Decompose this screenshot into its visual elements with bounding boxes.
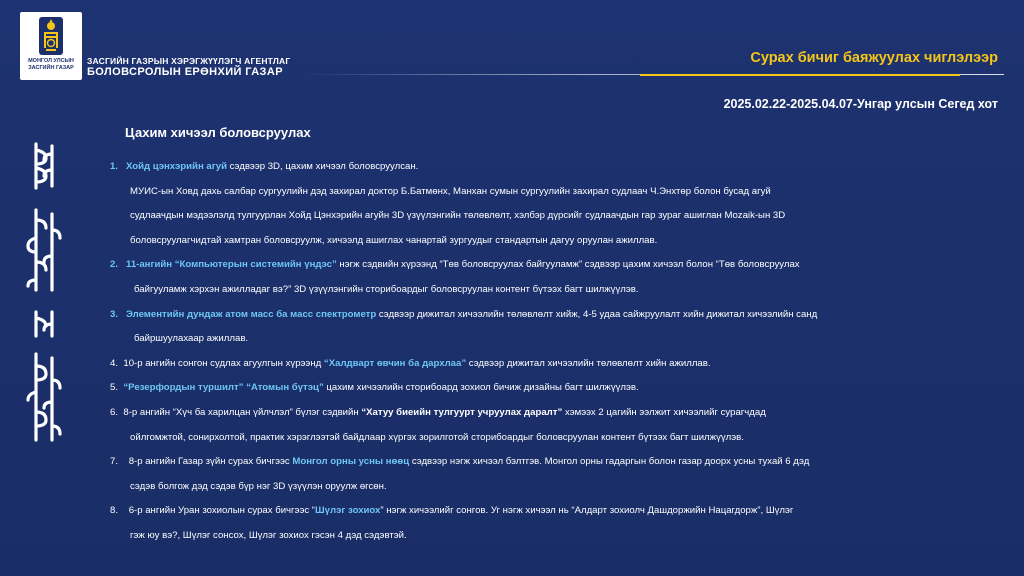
item-text: цахим хичээлийн сторибоард зохиол бичиж дизайны багт шилжүүлэв. — [323, 382, 639, 394]
item-text: 8-р ангийн Газар зүйн сурах бичгээс — [128, 456, 293, 468]
item-number: 8. — [110, 505, 119, 517]
item-number: 3. — [110, 308, 119, 320]
mongolian-script-decoration — [18, 140, 68, 460]
item-highlight: Элементийн дундаж атом масс ба масс спектрометр — [126, 308, 377, 320]
item-number: 4. — [110, 357, 119, 369]
list-item-1-line4: боловсруулагчидтай хамтран боловсруулж, хичээлд ашиглах чанартай зургуудыг стандартын дагуу оруулан ажиллав. — [130, 234, 658, 246]
list-item-1-line3: судлаачдын мэдээлэлд тулгуурлан Хойд Цэнхэрийн агуйн 3D үзүүлэнгийн төлөвлөлт, хэлбэр дүрсийг судлаачдын гар зураг ашиглан Mozaik-ын 3D — [130, 210, 786, 222]
item-text: 6-р ангийн Уран зохиолын сурах бичгээс “ — [128, 505, 316, 517]
agency-name-line2: БОЛОВСРОЛЫН ЕРӨНХИЙ ГАЗАР — [87, 66, 283, 78]
list-item-1-line2: МУИС-ын Ховд дахь салбар сургуулийн дэд захирал доктор Б.Батмөнх, Манхан сумын сургуулийн захирал судлаач Ч.Энхтөр болон бусад агуй — [130, 185, 771, 197]
list-item-3-line2: байршуулахаар ажиллав. — [134, 333, 249, 345]
item-highlight: “Халдварт өвчин ба дархлаа” — [323, 357, 467, 369]
date-location: 2025.02.22-2025.04.07-Унгар улсын Сегед хот — [723, 97, 998, 111]
item-number: 1. — [110, 161, 119, 172]
government-logo — [20, 12, 82, 80]
list-item-6 — [110, 401, 990, 426]
item-bold: “Хатуу биеийн тулгуурт учруулах даралт” — [361, 406, 563, 418]
item-highlight: Шүлэг зохиох — [315, 505, 381, 517]
logo-text-line2: ЗАСГИЙН ГАЗАР — [28, 65, 74, 71]
item-text: сэдвээр дижитал хичээлийн төлөвлөлт хийж, 4-5 удаа сайжруулалт хийн дижитал хичээлийн санд — [376, 308, 818, 320]
item-highlight: Монгол орны усны нөөц — [292, 456, 410, 468]
item-text: сэдвээр дижитал хичээлийн төлөвлөлт хийн ажиллав. — [466, 357, 711, 369]
list-item-3 — [110, 303, 990, 328]
item-text: 8-р ангийн “Хүч ба харилцан үйлчлэл” бүлэг сэдвийн — [123, 406, 362, 418]
list-item-8-line2: гэж юу вэ?, Шүлэг сонсох, Шүлэг зохиох гэсэн 4 дэд сэдэвтэй. — [130, 529, 407, 541]
list-item-2-line2: байгууламж хэрхэн ажилладаг вэ?” 3D үзүүлэнгийн сторибоардыг боловсруулан контент бүтээх багт шилжүүлэв. — [134, 283, 639, 295]
header-title: Сурах бичиг баяжуулах чиглэлээр — [750, 50, 998, 66]
list-item-1 — [110, 155, 990, 180]
item-number: 2. — [110, 259, 119, 271]
list-item-7 — [110, 450, 990, 475]
item-highlight: “Резерфордын туршилт” “Атомын бүтэц” — [123, 382, 324, 394]
list-item-4 — [110, 352, 990, 377]
item-number: 6. — [110, 406, 119, 418]
item-text: сэдвээр 3D, цахим хичээл боловсруулсан. — [226, 161, 419, 172]
item-highlight: Хойд цэнхэрийн агуй — [126, 161, 227, 172]
item-text: 10-р ангийн сонгон судлах агуулгын хүрээнд — [123, 357, 324, 369]
item-number: 5. — [110, 382, 119, 394]
logo-text-line1: МОНГОЛ УЛСЫН — [28, 58, 74, 64]
list-item-8 — [110, 499, 990, 524]
item-highlight: 11-ангийн “Компьютерын системийн үндэс” — [126, 259, 337, 271]
header-divider-accent — [640, 74, 960, 76]
list-item-2 — [110, 253, 990, 278]
list-item-5 — [110, 376, 990, 401]
item-number: 7. — [110, 456, 119, 468]
agency-name-line1: ЗАСГИЙН ГАЗРЫН ХЭРЭГЖҮҮЛЭГЧ АГЕНТЛАГ — [87, 56, 291, 66]
item-text: сэдвээр нэгж хичээл бэлтгэв. Монгол орны гадаргын болон газар доорх усны тухай 6 дэд — [409, 456, 810, 468]
item-text: хэмээх 2 цагийн ээлжит хичээлийг сурагчдад — [562, 406, 766, 418]
section-title: Цахим хичээл боловсруулах — [125, 125, 311, 140]
item-text: нэгж сэдвийн хүрээнд “Төв боловсруулах байгууламж” сэдвээр цахим хичээл болон “Төв боловсруулах — [336, 259, 800, 271]
list-item-6-line2: ойлгомжтой, сонирхолтой, практик хэрэглээтэй байдлаар хүргэх зорилготой сторибоардыг боловсруулан контент бүтээх багт шилжүүлэв. — [130, 431, 744, 443]
soyombo-emblem-icon — [39, 17, 63, 55]
item-text: ” нэгж хичээлийг сонгов. Уг нэгж хичээл нь “Алдарт зохиолч Дашдоржийн Нацагдорж”, Шүлэг — [380, 505, 794, 517]
content-list — [110, 155, 990, 549]
list-item-7-line2: сэдэв болгож дэд сэдэв бүр нэг 3D үзүүлэн оруулж өгсөн. — [130, 480, 387, 492]
